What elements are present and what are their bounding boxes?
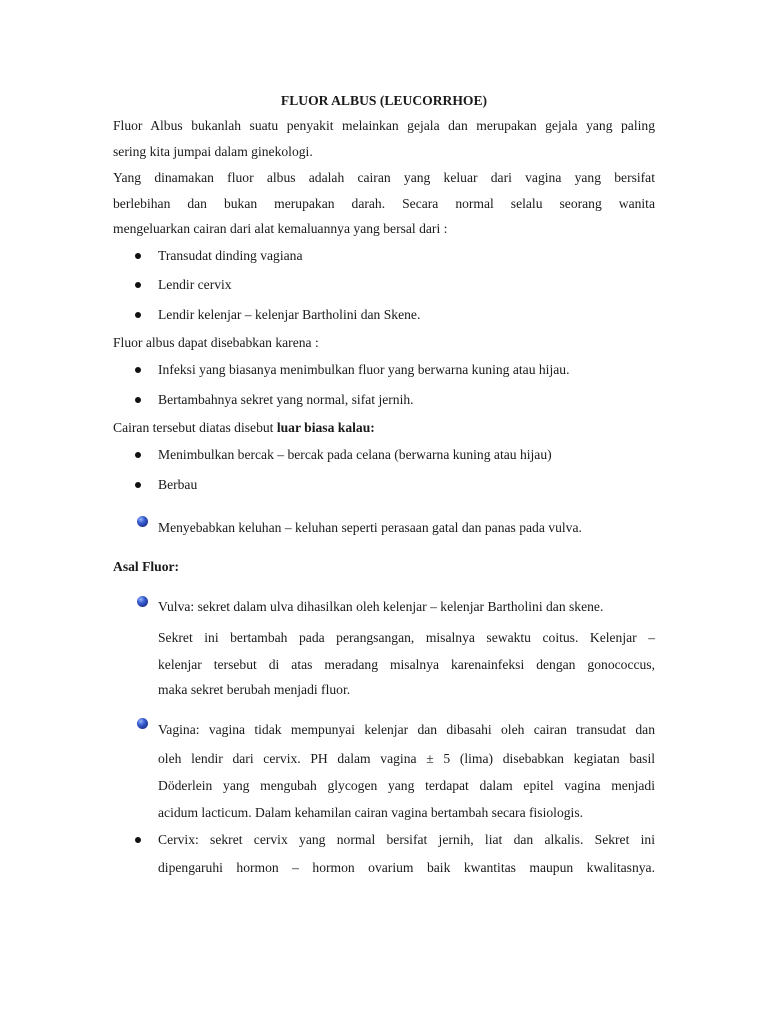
blue-orb-bullet-icon <box>137 718 148 729</box>
blue-orb-bullet-icon <box>137 516 148 527</box>
list-item-cervix <box>158 832 655 848</box>
paragraph-intro <box>113 118 655 134</box>
bullet-icon <box>135 397 141 403</box>
paragraph-line: sering kita jumpai dalam ginekologi. <box>113 144 313 159</box>
blue-orb-bullet-icon <box>137 596 148 607</box>
list-item-vagina <box>158 722 655 738</box>
list-item-vulva: Vulva: sekret dalam ulva dihasilkan oleh kelenjar – kelenjar Bartholini dan skene. <box>158 599 604 614</box>
paragraph-definition <box>113 170 655 186</box>
paragraph-line: Sekret ini bertambah pada perangsangan, misalnya sewaktu coitus. Kelenjar – <box>158 630 655 645</box>
paragraph-line: maka sekret berubah menjadi fluor. <box>158 682 351 697</box>
paragraph-line: Vagina: vagina tidak mempunyai kelenjar dan dibasahi oleh cairan transudat dan <box>158 722 655 737</box>
list-item: Lendir kelenjar – kelenjar Bartholini dan Skene. <box>158 307 421 322</box>
paragraph-line: Fluor Albus bukanlah suatu penyakit melainkan gejala dan merupakan gejala yang paling <box>113 118 655 133</box>
list-item: Infeksi yang biasanya menimbulkan fluor yang berwarna kuning atau hijau. <box>158 362 570 377</box>
paragraph-line: dipengaruhi hormon – hormon ovarium baik kwantitas maupun kwalitasnya. <box>158 860 655 875</box>
bullet-icon <box>135 452 141 458</box>
list-item: Transudat dinding vagiana <box>158 248 303 263</box>
paragraph-line-wrap <box>158 657 655 673</box>
paragraph-line: oleh lendir dari cervix. PH dalam vagina ± 5 (lima) disebabkan kegiatan basil <box>158 751 655 766</box>
bullet-icon <box>135 312 141 318</box>
paragraph-line: kelenjar tersebut di atas meradang misalnya karenainfeksi dengan gonococcus, <box>158 657 655 672</box>
list-item: Menyebabkan keluhan – keluhan seperti perasaan gatal dan panas pada vulva. <box>158 520 582 535</box>
bullet-icon <box>135 837 141 843</box>
list-item: Lendir cervix <box>158 277 232 292</box>
paragraph-line: berlebihan dan bukan merupakan darah. Secara normal selalu seorang wanita <box>113 196 655 211</box>
paragraph-abnormal <box>113 420 375 436</box>
paragraph-line-wrap <box>158 778 655 794</box>
paragraph-line: mengeluarkan cairan dari alat kemaluannya yang bersal dari : <box>113 221 448 236</box>
paragraph-line: acidum lacticum. Dalam kehamilan cairan vagina bertambah secara fisiologis. <box>158 805 584 820</box>
list-item: Bertambahnya sekret yang normal, sifat jernih. <box>158 392 414 407</box>
paragraph-prefix: Cairan tersebut diatas disebut <box>113 420 277 435</box>
bullet-icon <box>135 282 141 288</box>
paragraph-line: Döderlein yang mengubah glycogen yang terdapat dalam epitel vagina menjadi <box>158 778 655 793</box>
paragraph-causes: Fluor albus dapat disebabkan karena : <box>113 335 319 350</box>
bullet-icon <box>135 482 141 488</box>
bullet-icon <box>135 253 141 259</box>
paragraph-line-wrap <box>158 860 655 876</box>
paragraph-bold: luar biasa kalau: <box>276 420 375 435</box>
paragraph-line-wrap <box>158 630 655 646</box>
paragraph-line-wrap <box>113 196 655 212</box>
paragraph-line: Yang dinamakan fluor albus adalah cairan yang keluar dari vagina yang bersifat <box>113 170 655 185</box>
paragraph-line: Cervix: sekret cervix yang normal bersifat jernih, liat dan alkalis. Sekret ini <box>158 832 655 847</box>
list-item: Menimbulkan bercak – bercak pada celana (berwarna kuning atau hijau) <box>158 447 552 462</box>
section-heading: Asal Fluor: <box>113 559 180 574</box>
page-title: FLUOR ALBUS (LEUCORRHOE) <box>280 93 488 108</box>
paragraph-line-wrap <box>158 751 655 767</box>
bullet-icon <box>135 367 141 373</box>
list-item: Berbau <box>158 477 198 492</box>
